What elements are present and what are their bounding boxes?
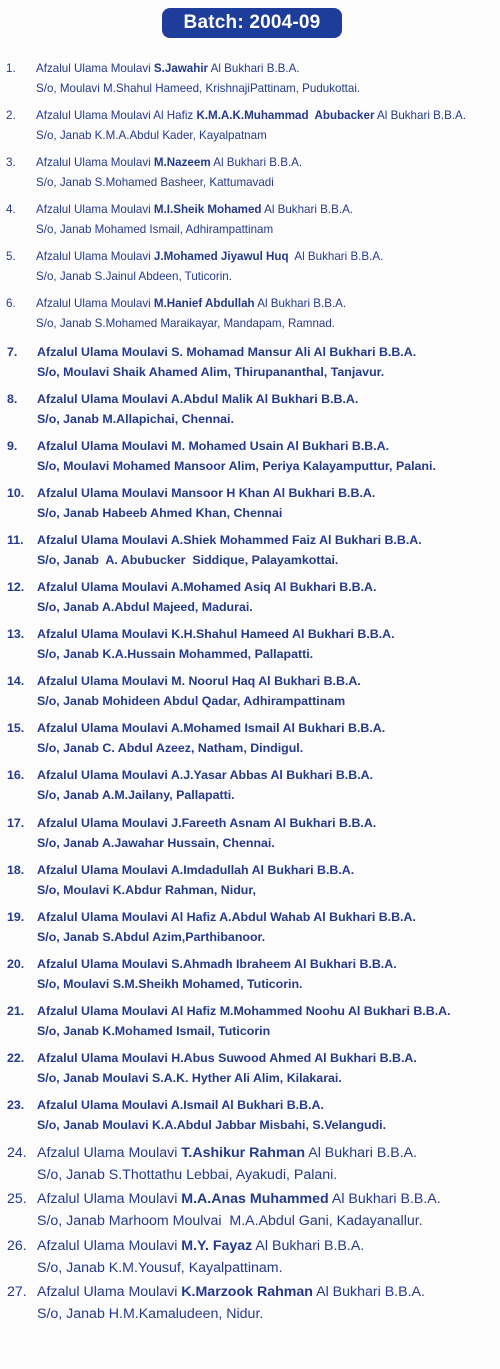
entry-parent-line: S/o, Janab Mohideen Abdul Qadar, Adhirampattinam <box>37 694 346 709</box>
entry-parent-line: S/o, Janab C. Abdul Azeez, Natham, Dindigul. <box>37 741 304 756</box>
entry-name-line <box>37 1095 324 1115</box>
entry-parent-line: S/o, Janab S.Jainul Abdeen, Tuticorin. <box>36 270 232 284</box>
entry-title-prefix: Afzalul Ulama Moulavi <box>37 862 171 877</box>
entry-name: H.Abus Suwood Ahmed <box>171 1050 312 1065</box>
entry-name-line <box>36 106 466 126</box>
entry-parent-line: S/o, Janab Mohamed Ismail, Adhirampattinam <box>36 223 274 237</box>
entry-number: 9. <box>7 438 18 453</box>
entry-name-line <box>37 1235 364 1257</box>
alumni-list <box>0 59 500 1327</box>
list-item <box>0 718 500 765</box>
entry-number: 11. <box>7 532 24 547</box>
entry-parent-line: S/o, Janab S.Mohamed Basheer, Kattumavadi <box>36 176 274 190</box>
entry-degree: Al Bukhari B.B.A. <box>291 956 397 971</box>
entry-title-prefix: Afzalul Ulama Moulavi <box>36 156 154 170</box>
entry-number: 1. <box>6 62 16 75</box>
list-item <box>0 436 500 483</box>
entry-title-prefix: Afzalul Ulama Moulavi <box>37 721 171 736</box>
entry-name: A.Ismail <box>170 1098 219 1113</box>
entry-parent-line: S/o, Janab K.A.Hussain Mohammed, Pallapatti. <box>37 647 314 662</box>
entry-name: J.Mohamed Jiyawul Huq <box>153 250 289 264</box>
entry-name-line <box>37 577 376 597</box>
entry-title-prefix: Afzalul Ulama Moulavi <box>37 1237 182 1254</box>
entry-number: 6. <box>6 297 16 311</box>
entry-degree: Al Bukhari B.B.A. <box>248 862 355 877</box>
entry-parent-line: S/o, Moulavi S.M.Sheikh Mohamed, Tuticorin. <box>37 976 303 991</box>
entry-number: 23. <box>7 1098 25 1113</box>
entry-parent-line: S/o, Janab Marhoom Moulvai M.A.Abdul Gani, Kadayanallur. <box>37 1213 423 1230</box>
entry-title-prefix: Afzalul Ulama Moulavi <box>37 815 172 830</box>
entry-number: 3. <box>6 156 16 170</box>
entry-title-prefix: Afzalul Ulama Moulavi Al Hafiz <box>36 109 197 123</box>
list-item <box>0 294 500 341</box>
entry-parent-line: S/o, Janab Moulavi S.A.K. Hyther Ali Alim, Kilakarai. <box>37 1070 342 1085</box>
entry-number: 2. <box>6 109 16 123</box>
entry-title-prefix: Afzalul Ulama Moulavi <box>37 580 171 595</box>
entry-degree: Al Bukhari B.B.A. <box>344 1003 451 1018</box>
entry-name: M.I.Sheik Mohamed <box>153 203 262 217</box>
entry-number: 10. <box>7 485 25 500</box>
entry-name: K.Marzook Rahman <box>181 1284 313 1301</box>
entry-degree: Al Bukhari B.B.A. <box>252 1237 365 1254</box>
entry-title-prefix: Afzalul Ulama Moulavi <box>37 627 172 642</box>
entry-title-prefix: Afzalul Ulama Moulavi <box>37 1145 182 1162</box>
entry-degree: Al Bukhari B.B.A. <box>210 156 303 170</box>
entry-name-line <box>36 200 353 220</box>
entry-parent-line: S/o, Janab A. Abubucker Siddique, Palayamkottai. <box>37 552 339 567</box>
entry-parent-line: S/o, Moulavi Mohamed Mansoor Alim, Periya Kalayamputtur, Palani. <box>37 458 436 473</box>
entry-name-line <box>36 59 300 79</box>
list-item <box>0 1142 500 1188</box>
entry-degree: Al Bukhari B.B.A. <box>311 1050 417 1065</box>
entry-parent-line: S/o, Janab A.Jawahar Hussain, Chennai. <box>37 835 275 850</box>
entry-title-prefix: Afzalul Ulama Moulavi <box>37 1191 182 1208</box>
entry-number: 5. <box>6 250 16 264</box>
list-item <box>0 954 500 1001</box>
entry-title-prefix: Afzalul Ulama Moulavi <box>37 956 172 971</box>
entry-name-line <box>37 765 373 785</box>
entry-title-prefix: Afzalul Ulama Moulavi <box>37 344 172 359</box>
entry-name: A.Imdadullah <box>170 862 249 877</box>
entry-number: 17. <box>7 815 25 830</box>
entry-name-line <box>37 483 375 503</box>
entry-degree: Al Bukhari B.B.A. <box>328 1191 441 1208</box>
entry-name-line <box>37 1188 441 1210</box>
entry-title-prefix: Afzalul Ulama Moulavi <box>37 1098 171 1113</box>
entry-name-line <box>37 718 385 738</box>
entry-name-line <box>37 1001 451 1021</box>
entry-degree: Al Bukhari B.B.A. <box>283 438 390 453</box>
list-item <box>0 860 500 907</box>
entry-number: 4. <box>6 203 16 217</box>
entry-name-line <box>36 247 383 267</box>
entry-name: A.Abdul Malik <box>170 391 253 406</box>
entry-number: 7. <box>7 344 18 359</box>
entry-degree: Al Bukhari B.B.A. <box>254 297 347 311</box>
entry-degree: Al Bukhari B.B.A. <box>312 1284 425 1301</box>
entry-name: K.H.Shahul Hameed <box>171 627 290 642</box>
entry-title-prefix: Afzalul Ulama Moulavi <box>37 1284 182 1301</box>
entry-title-prefix: Afzalul Ulama Moulavi <box>37 768 171 783</box>
entry-parent-line: S/o, Janab K.Mohamed Ismail, Tuticorin <box>37 1023 271 1038</box>
entry-name: M.A.Anas Muhammed <box>181 1191 329 1208</box>
entry-name-line <box>37 530 422 550</box>
entry-name: M.Nazeem <box>153 156 211 170</box>
entry-name: M. Mohamed Usain <box>171 438 284 453</box>
list-item <box>0 342 500 389</box>
entry-parent-line: S/o, Janab H.M.Kamaludeen, Nidur. <box>37 1306 264 1323</box>
entry-name: M.Y. Fayaz <box>181 1237 253 1254</box>
entry-parent-line: S/o, Moulavi Shaik Ahamed Alim, Thirupananthal, Tanjavur. <box>37 364 385 379</box>
entry-name: M. Noorul Haq <box>171 674 256 689</box>
list-item <box>0 671 500 718</box>
list-item <box>0 247 500 294</box>
entry-parent-line: S/o, Janab K.M.A.Abdul Kader, Kayalpatnam <box>36 129 267 143</box>
entry-title-prefix: Afzalul Ulama Moulavi <box>37 438 172 453</box>
entry-name-line <box>37 954 397 974</box>
entry-degree: Al Bukhari B.B.A. <box>267 768 374 783</box>
list-item <box>0 59 500 106</box>
entry-name-line <box>37 1142 417 1164</box>
entry-name-line <box>37 1048 417 1068</box>
entry-name: A.Mohamed Ismail <box>170 721 280 736</box>
entry-title-prefix: Afzalul Ulama Moulavi <box>37 1050 172 1065</box>
entry-number: 16. <box>7 768 25 783</box>
list-item <box>0 106 500 153</box>
entry-degree: Al Bukhari B.B.A. <box>316 532 422 547</box>
entry-name-line <box>37 1281 425 1303</box>
entry-name: J.Fareeth Asnam <box>171 815 271 830</box>
entry-name: A.Shiek Mohammed Faiz <box>170 532 317 547</box>
entry-name: A.J.Yasar Abbas <box>170 768 268 783</box>
list-item <box>0 1235 500 1281</box>
entry-degree: Al Bukhari B.B.A. <box>279 721 386 736</box>
entry-degree: Al Bukhari B.B.A. <box>305 1145 418 1162</box>
page-header <box>0 8 500 38</box>
entry-name: M.Mohammed Noohu <box>219 1003 345 1018</box>
entry-number: 26. <box>7 1237 27 1254</box>
entry-degree: Al Bukhari B.B.A. <box>288 250 384 264</box>
entry-name-line <box>36 294 346 314</box>
entry-number: 24. <box>7 1145 27 1162</box>
entry-degree: Al Bukhari B.B.A. <box>218 1098 324 1113</box>
entry-name-line <box>37 907 416 927</box>
entry-name: T.Ashikur Rahman <box>181 1145 306 1162</box>
entry-title-prefix: Afzalul Ulama Moulavi <box>36 203 154 217</box>
entry-number: 14. <box>7 674 25 689</box>
list-item <box>0 907 500 954</box>
entry-name-line <box>37 389 358 409</box>
entry-degree: Al Bukhari B.B.A. <box>252 391 359 406</box>
entry-number: 20. <box>7 956 25 971</box>
entry-title-prefix: Afzalul Ulama Moulavi <box>37 532 171 547</box>
entry-name: K.M.A.K.Muhammad Abubacker <box>196 109 375 123</box>
entry-name: A.Mohamed Asiq <box>170 580 271 595</box>
entry-parent-line: S/o, Janab S.Abdul Azim,Parthibanoor. <box>37 929 266 944</box>
entry-title-prefix: Afzalul Ulama Moulavi <box>36 297 154 311</box>
entry-name: S.Ahmadh Ibraheem <box>171 956 292 971</box>
entry-degree: Al Bukhari B.B.A. <box>269 485 376 500</box>
list-item <box>0 624 500 671</box>
list-item <box>0 483 500 530</box>
entry-parent-line: S/o, Moulavi M.Shahul Hameed, KrishnajiPattinam, Pudukottai. <box>36 82 361 95</box>
entry-name: Mansoor H Khan <box>171 485 270 500</box>
entry-degree: Al Bukhari B.B.A. <box>289 627 395 642</box>
entry-name-line <box>37 342 416 362</box>
entry-degree: Al Bukhari B.B.A. <box>208 62 300 75</box>
entry-title-prefix: Afzalul Ulama Moulavi <box>36 250 154 264</box>
entry-degree: Al Bukhari B.B.A. <box>310 344 417 359</box>
list-item <box>0 1001 500 1048</box>
entry-name-line <box>36 153 302 173</box>
entry-number: 25. <box>7 1191 27 1208</box>
list-item <box>0 389 500 436</box>
entry-title-prefix: Afzalul Ulama Moulavi <box>37 674 172 689</box>
list-item <box>0 200 500 247</box>
entry-name: M.Hanief Abdullah <box>153 297 255 311</box>
list-item <box>0 530 500 577</box>
entry-number: 21. <box>7 1003 25 1018</box>
entry-parent-line: S/o, Janab A.M.Jailany, Pallapatti. <box>37 788 235 803</box>
entry-title-prefix: Afzalul Ulama Moulavi Al Hafiz <box>37 1003 220 1018</box>
entry-title-prefix: Afzalul Ulama Moulavi <box>37 485 172 500</box>
entry-degree: Al Bukhari B.B.A. <box>261 203 354 217</box>
entry-number: 18. <box>7 862 25 877</box>
entry-parent-line: S/o, Janab Moulavi K.A.Abdul Jabbar Misbahi, S.Velangudi. <box>37 1118 387 1133</box>
entry-parent-line: S/o, Janab Habeeb Ahmed Khan, Chennai <box>37 505 283 520</box>
entry-name-line <box>37 671 361 691</box>
list-item <box>0 1048 500 1095</box>
entry-number: 8. <box>7 391 18 406</box>
entry-degree: Al Bukhari B.B.A. <box>255 674 361 689</box>
entry-parent-line: S/o, Janab S.Thottathu Lebbai, Ayakudi, Palani. <box>37 1167 338 1184</box>
list-item <box>0 577 500 624</box>
list-item <box>0 153 500 200</box>
entry-name-line <box>37 624 395 644</box>
entry-name: S.Jawahir <box>153 62 209 75</box>
entry-number: 15. <box>7 721 25 736</box>
entry-name: S. Mohamad Mansur Ali <box>171 344 311 359</box>
entry-degree: Al Bukhari B.B.A. <box>374 109 466 123</box>
entry-parent-line: S/o, Janab S.Mohamed Maraikayar, Mandapam, Ramnad. <box>36 317 336 331</box>
entry-name-line <box>37 860 354 880</box>
entry-name-line <box>37 813 376 833</box>
entry-parent-line: S/o, Moulavi K.Abdur Rahman, Nidur, <box>37 882 256 897</box>
entry-name: A.Abdul Wahab <box>219 909 311 924</box>
list-item <box>0 1095 500 1142</box>
batch-title: Batch: 2004-09 <box>162 8 343 38</box>
entry-parent-line: S/o, Janab K.M.Yousuf, Kayalpattinam. <box>37 1259 283 1276</box>
entry-degree: Al Bukhari B.B.A. <box>310 909 416 924</box>
entry-number: 27. <box>7 1284 27 1301</box>
entry-degree: Al Bukhari B.B.A. <box>270 580 377 595</box>
entry-title-prefix: Afzalul Ulama Moulavi <box>37 391 171 406</box>
list-item <box>0 1281 500 1327</box>
entry-parent-line: S/o, Janab M.Allapichai, Chennai. <box>37 411 234 426</box>
entry-number: 19. <box>7 909 25 924</box>
entry-title-prefix: Afzalul Ulama Moulavi <box>36 62 154 75</box>
entry-number: 13. <box>7 627 25 642</box>
list-item <box>0 1188 500 1234</box>
list-item <box>0 765 500 812</box>
entry-degree: Al Bukhari B.B.A. <box>270 815 377 830</box>
entry-number: 12. <box>7 580 25 595</box>
entry-title-prefix: Afzalul Ulama Moulavi Al Hafiz <box>37 909 220 924</box>
list-item <box>0 813 500 860</box>
entry-parent-line: S/o, Janab A.Abdul Majeed, Madurai. <box>37 600 253 615</box>
entry-name-line <box>37 436 389 456</box>
entry-number: 22. <box>7 1050 25 1065</box>
